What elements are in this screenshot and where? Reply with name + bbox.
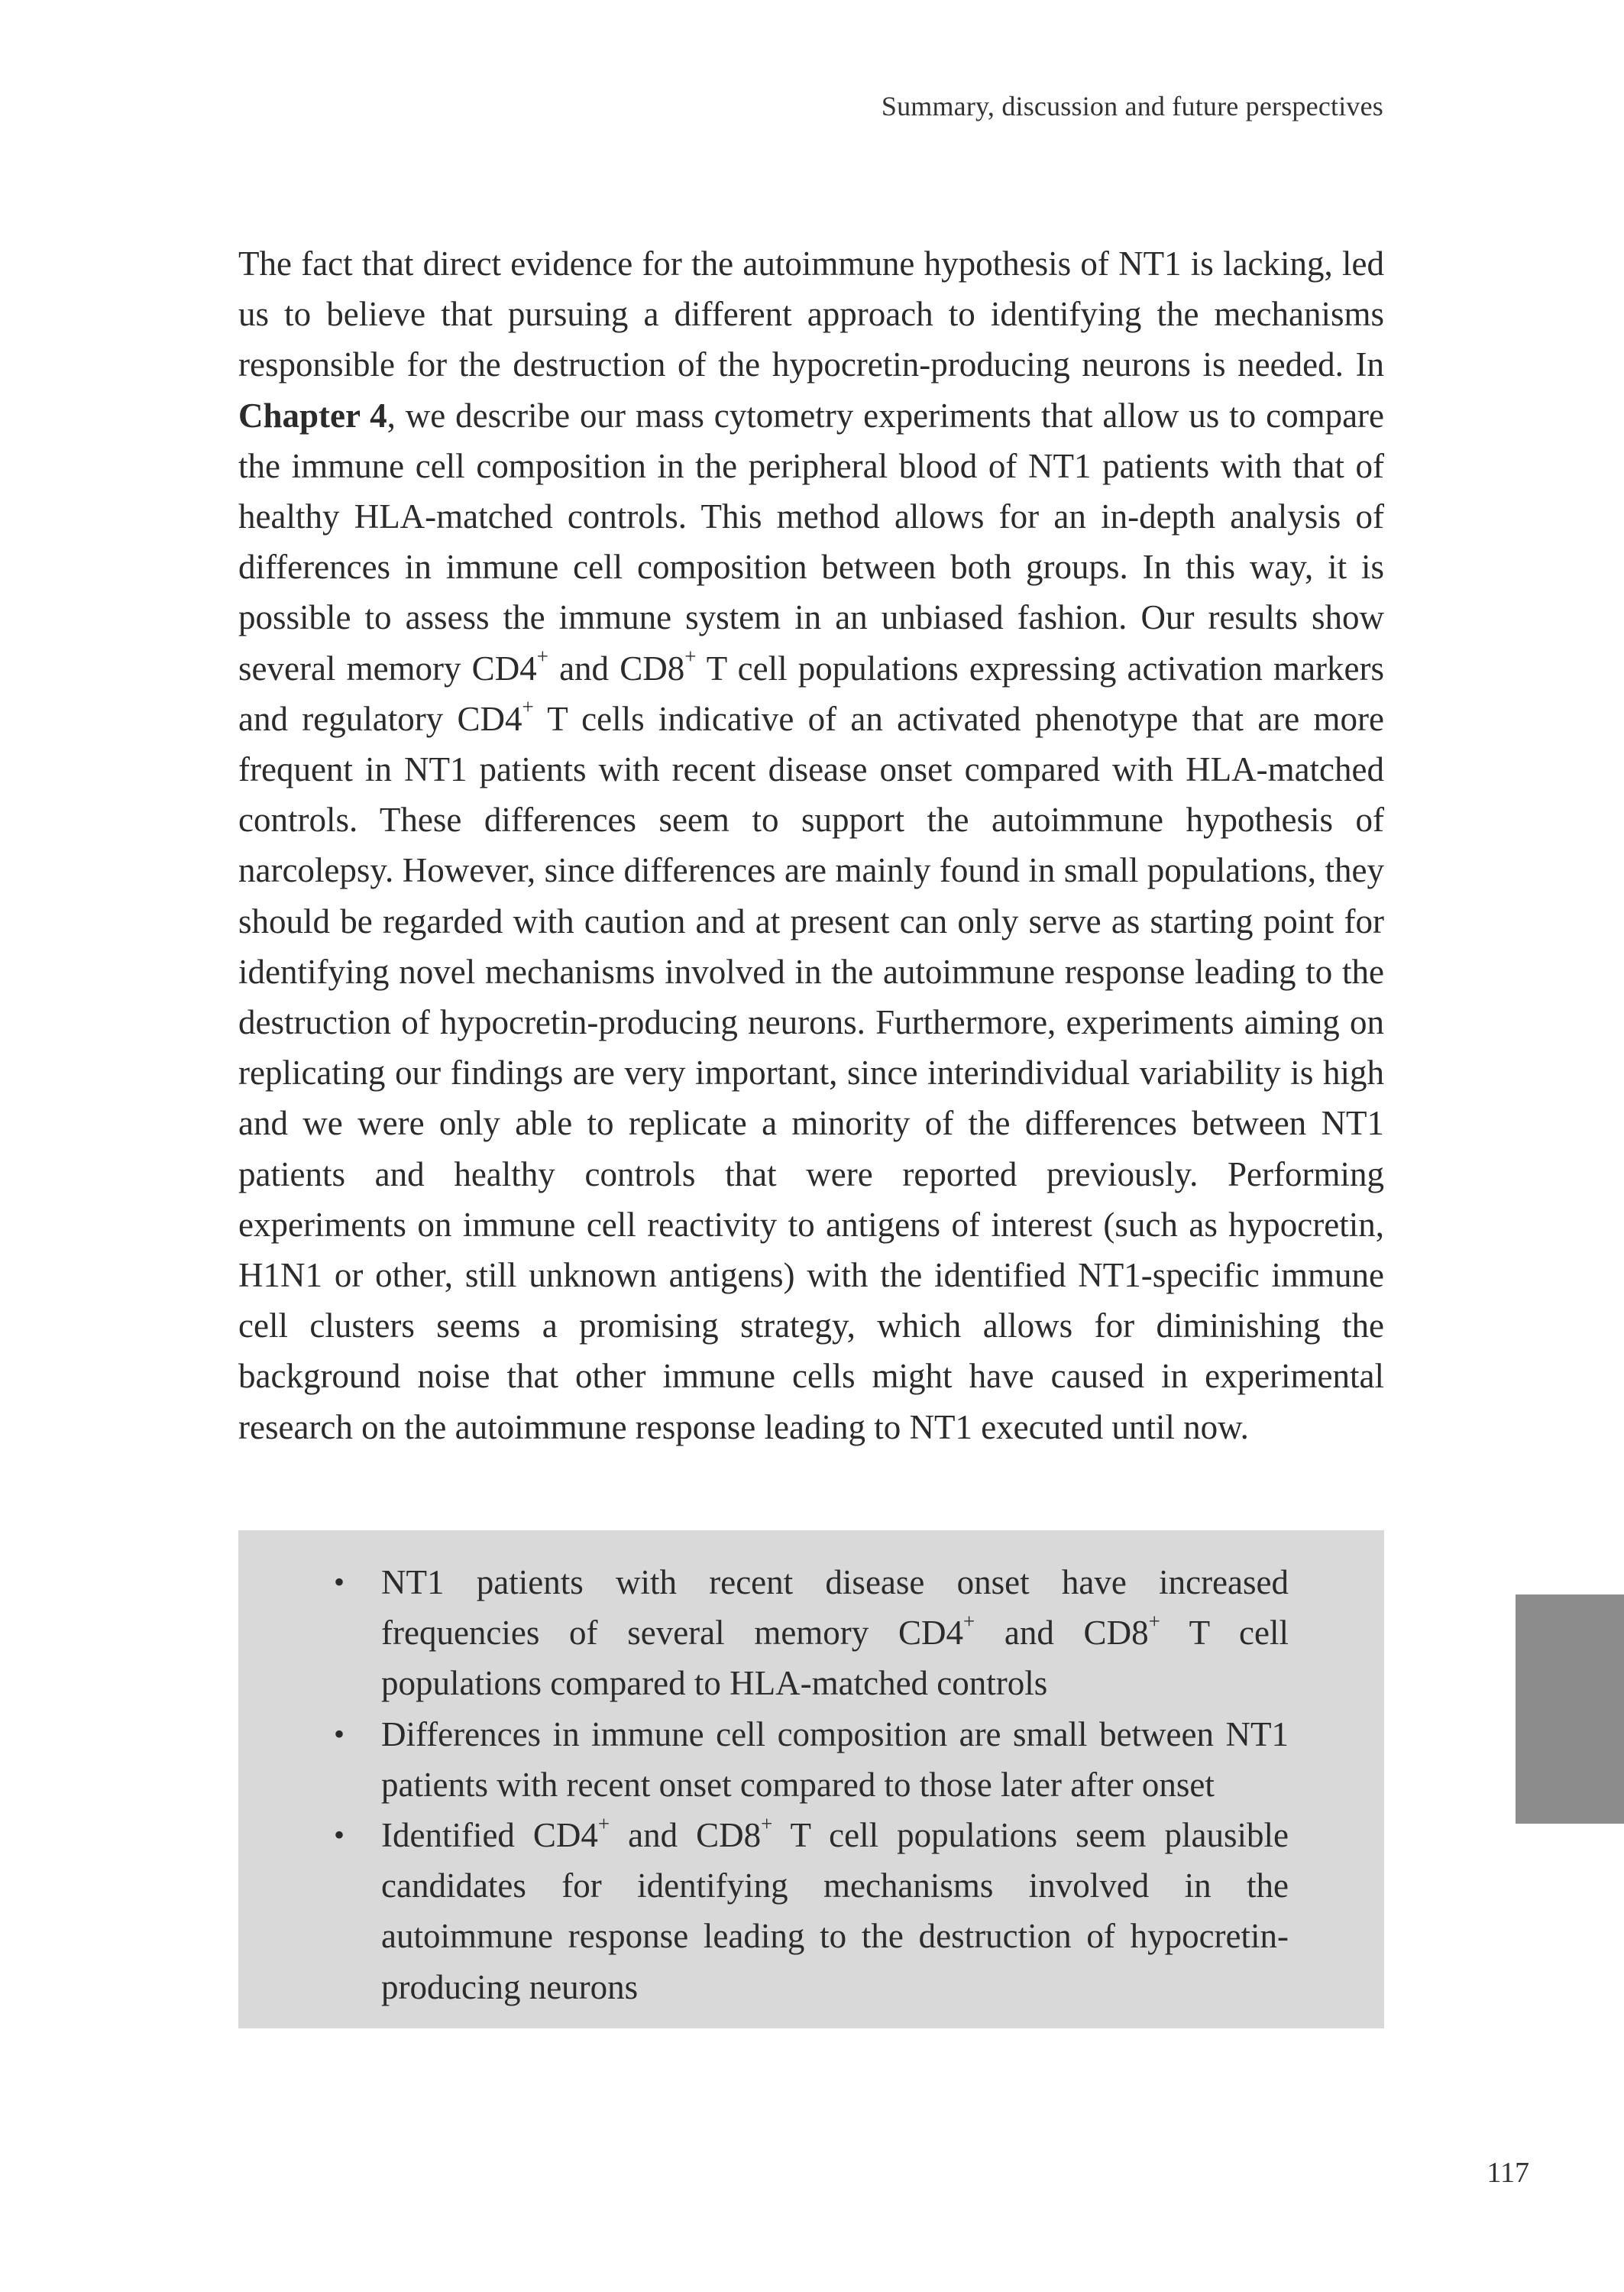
superscript-plus: + [597, 1811, 610, 1835]
bullet-icon: • [334, 1716, 345, 1751]
superscript-plus: + [522, 695, 534, 719]
superscript-plus: + [1148, 1609, 1160, 1633]
summary-bullet-item [334, 1709, 1289, 1810]
superscript-plus: + [761, 1811, 773, 1835]
chapter-side-tab [1516, 1594, 1624, 1824]
summary-box [238, 1530, 1384, 2028]
superscript-plus: + [962, 1609, 975, 1633]
paragraph-text-5: T cells indicative of an activated phenotype that are more frequent in NT1 patients with recent disease onset compared with HLA-matched controls. These differences seem to support the autoimmune hypothesis of narcolepsy. However, since differences are mainly found in small populations, they should be regarded with caution and at present can only serve as starting point for identifying novel mechanisms involved in the autoimmune response leading to the destruction of hypocretin-producing neurons. Furthermore, experiments aiming on replicating our findings are very important, since interindividual variability is high and we were only able to replicate a minority of the differences between NT1 patients and healthy controls that were reported previously. Performing experiments on immune cell reactivity to antigens of interest (such as hypocretin, H1N1 or other, still unknown antigens) with the identified NT1-specific immune cell clusters seems a promising strategy, which allows for diminishing the background noise that other immune cells might have caused in experimental research on the autoimmune response leading to NT1 executed until now. [238, 699, 1384, 1446]
summary-list [334, 1557, 1289, 2012]
paragraph-text-1: The fact that direct evidence for the autoimmune hypothesis of NT1 is lacking, led us to believe that pursuing a different approach to identifying the mechanisms responsible for the destruction of the hypocretin-producing neurons is needed. In [238, 244, 1384, 384]
body-paragraph [238, 238, 1384, 1452]
bullet-text: Identified CD4 [381, 1816, 598, 1855]
bullet-icon: • [334, 1565, 345, 1599]
summary-bullet-item [334, 1810, 1289, 2012]
bullet-icon: • [334, 1818, 345, 1853]
running-header: Summary, discussion and future perspectives [881, 91, 1383, 121]
page-number: 117 [1487, 2157, 1529, 2189]
paragraph-text-4: T cell populations expressing activation markers and regulatory CD4 [238, 649, 1384, 738]
superscript-plus: + [536, 645, 548, 668]
chapter-reference: Chapter 4 [238, 396, 387, 435]
paragraph-text-3: and CD8 [548, 649, 685, 688]
bullet-text: Differences in immune cell composition are small between NT1 patients with recent onset compared to those later after onset [381, 1714, 1289, 1804]
superscript-plus: + [684, 645, 697, 668]
bullet-text: T cell populations seem plausible candidates for identifying mechanisms involved in the autoimmune response leading to the destruction of hypocretin-producing neurons [381, 1816, 1289, 2006]
bullet-text: and CD8 [610, 1816, 762, 1855]
bullet-text: T cell populations compared to HLA-matched controls [381, 1614, 1289, 1703]
summary-bullet-item [334, 1557, 1289, 1709]
paragraph-text-2: , we describe our mass cytometry experiments that allow us to compare the immune cell composition in the peripheral blood of NT1 patients with that of healthy HLA-matched controls. This method allows for an in-depth analysis of differences in immune cell composition between both groups. In this way, it is possible to assess the immune system in an unbiased fashion. Our results show several memory CD4 [238, 396, 1384, 688]
bullet-text: NT1 patients with recent disease onset have increased frequencies of several memory CD4 [381, 1563, 1289, 1653]
bullet-text: and CD8 [975, 1614, 1149, 1653]
